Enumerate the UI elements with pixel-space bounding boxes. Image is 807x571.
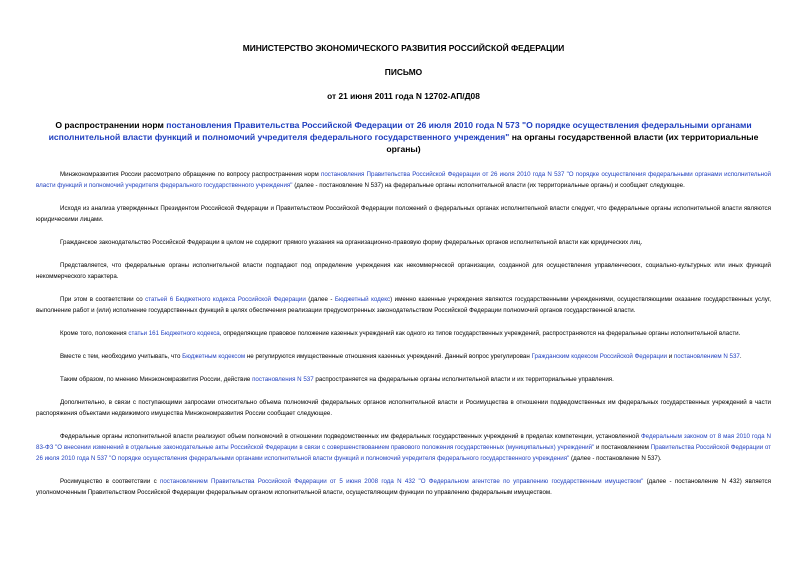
document-body: [36, 169, 771, 498]
paragraph-5-text-1: При этом в соответствии со: [60, 296, 146, 303]
paragraph-6-text-1: Кроме того, положения: [60, 330, 129, 337]
paragraph-2: Исходя из анализа утвержденных Президентом Российской Федерации и Правительством Российской Федерации положений о федеральных органах исполнительной власти следует, что федеральные органы исполнительной власти являются юридическими лицами.: [36, 205, 771, 223]
paragraph-10: [36, 431, 771, 464]
document-type: ПИСЬМО: [384, 67, 423, 77]
paragraph-11-text-1: Росимущество в соответствии с: [60, 478, 160, 485]
paragraph-9: Дополнительно, в связи с поступающими запросами относительно объема полномочий федеральных органов исполнительной власти и Росимущества в отношении подведомственных им федеральных государственных учреждений в части распоряжения объектами недвижимого имущества Минэкономразвития России сообщает следующее.: [36, 399, 771, 417]
paragraph-10-text-2: и постановлением: [594, 444, 651, 451]
link-decree-537-2[interactable]: постановлением N 537: [673, 353, 740, 360]
paragraph-8-text-2: распространяется на федеральные органы исполнительной власти и их территориальные управления.: [313, 376, 614, 383]
document-date-number: от 21 июня 2011 года N 12702-АП/Д08: [327, 91, 480, 101]
link-budget-code-article-6[interactable]: статьей 6 Бюджетного кодекса Российской Федерации: [145, 296, 306, 303]
link-federal-law-83fz[interactable]: Федеральным законом от 8 мая 2010 года N 83-ФЗ "О внесении изменений в отдельные законодательные акты Российской Федерации в связи с совершенствованием правового положения государственных (муниципальных) учреждений": [36, 433, 772, 451]
paragraph-7-text-4: .: [739, 353, 742, 360]
title-text-pre: О распространении норм: [55, 120, 167, 130]
title-link-decree-573[interactable]: постановления Правительства Российской Федерации от 26 июля 2010 года N 573 "О порядке осуществления федеральными органами исполнительной власти функций и полномочий учредителя федерального государственного учреждения": [48, 120, 752, 142]
paragraph-7-text-2: не регулируются имущественные отношения казенных учреждений. Данный вопрос урегулирован: [245, 353, 532, 360]
paragraph-4: Представляется, что федеральные органы исполнительной власти подпадают под определение учреждения как некоммерческой организации, созданной для осуществления управленческих, социально-культурных или иных функций некоммерческого характера.: [36, 262, 771, 280]
link-civil-code[interactable]: Гражданским кодексом Российской Федерации: [531, 353, 667, 360]
paragraph-5: [36, 294, 771, 316]
link-budget-code-article-161[interactable]: статьи 161 Бюджетного кодекса: [128, 330, 220, 337]
paragraph-5-text-3: ) именно казенные учреждения являются государственными учреждениями, осуществляющими оказание государственных услуг, выполнение работ и (или) исполнение государственных функций в целях обеспечения реализации предусмотренных законодательством Российской Федерации полномочий органов государственной власти.: [36, 296, 772, 314]
paragraph-7-text-1: Вместе с тем, необходимо учитывать, что: [60, 353, 183, 360]
paragraph-11: [36, 476, 771, 498]
paragraph-1-text-1: Минэкономразвития России рассмотрело обращение по вопросу распространения норм: [60, 171, 321, 178]
link-budget-code[interactable]: Бюджетный кодекс: [334, 296, 391, 303]
paragraph-10-text-3: (далее - постановление N 537).: [569, 455, 662, 462]
paragraph-6: [36, 328, 771, 339]
link-decree-537-3[interactable]: постановления N 537: [252, 376, 314, 383]
paragraph-7-text-3: и: [667, 353, 674, 360]
link-decree-432[interactable]: постановлением Правительства Российской Федерации от 5 июня 2008 года N 432 "О Федеральном агентстве по управлению государственным имуществом": [159, 478, 644, 485]
paragraph-1-text-2: (далее - постановление N 537) на федеральные органы исполнительной власти (их территориальные органы) и сообщает следующее.: [292, 182, 685, 189]
paragraph-1: [36, 169, 771, 191]
paragraph-5-text-2: (далее -: [305, 296, 335, 303]
paragraph-11-text-2: (далее - постановление N 432) является уполномоченным Правительством Российской Федерации федеральным органом исполнительной власти, осуществляющим функции по управлению федеральным имуществом.: [36, 478, 771, 496]
paragraph-6-text-2: , определяющие правовое положение казенных учреждений как одного из типов государственных учреждений, распространяются на федеральные органы исполнительной власти.: [219, 330, 741, 337]
paragraph-7: [36, 351, 771, 362]
title-text-post: на органы государственной власти (их территориальные органы): [386, 132, 759, 154]
ministry-heading: МИНИСТЕРСТВО ЭКОНОМИЧЕСКОГО РАЗВИТИЯ РОССИЙСКОЙ ФЕДЕРАЦИИ: [242, 43, 565, 53]
paragraph-10-text-1: Федеральные органы исполнительной власти реализуют объем полномочий в отношении подведомственных им федеральных государственных учреждений в пределах компетенции, установленной: [60, 433, 641, 440]
paragraph-8-text-1: Таким образом, по мнению Минэкономразвития России, действие: [60, 376, 253, 383]
link-decree-537-4[interactable]: Правительства Российской Федерации от 26 июля 2010 года N 537 "О порядке осуществления федеральными органами исполнительной власти функций и полномочий учредителя федерального государственного учреждения": [36, 444, 772, 462]
link-decree-537[interactable]: постановления Правительства Российской Федерации от 26 июля 2010 года N 537 "О порядке осуществления федеральными органами исполнительной власти функций и полномочий учредителя федерального государственного учреждения": [36, 171, 771, 189]
paragraph-3: Гражданское законодательство Российской Федерации в целом не содержит прямого указания на организационно-правовую форму федеральных органов исполнительной власти как юридических лиц.: [60, 239, 643, 246]
link-budget-code-2[interactable]: Бюджетным кодексом: [182, 353, 246, 360]
document-title: [44, 119, 763, 155]
paragraph-8: [36, 374, 771, 385]
